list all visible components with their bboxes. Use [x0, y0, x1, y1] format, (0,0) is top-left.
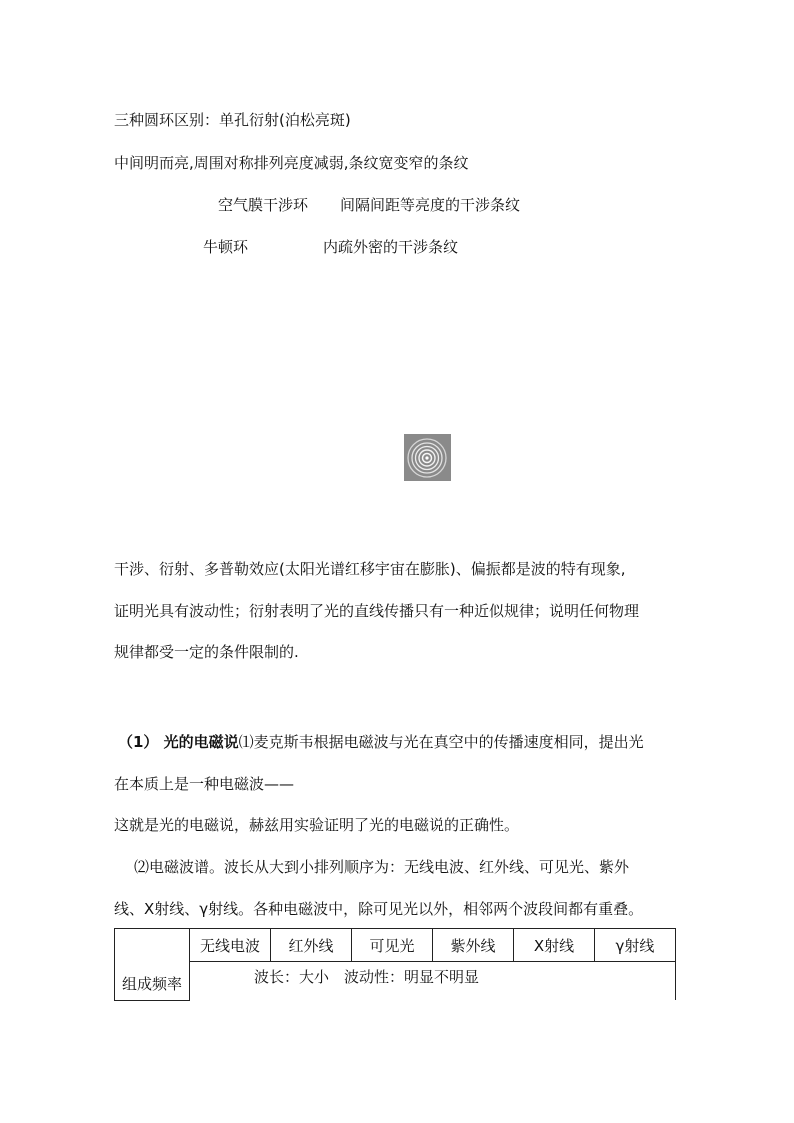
- em-theory-heading: （1） 光的电磁说: [118, 733, 239, 751]
- air-film-ring-desc: 间隔间距等亮度的干涉条纹: [340, 196, 521, 214]
- trend-note-cell: 波长：大小 波动性：明显不明显: [190, 962, 676, 1001]
- newton-ring-name: 牛顿环: [203, 238, 249, 256]
- band-cell-radio: 无线电波: [190, 929, 271, 962]
- wave-line-1: 干涉、衍射、多普勒效应(太阳光谱红移宇宙在膨胀)、偏振都是波的特有现象,: [114, 560, 626, 578]
- band-cell-infrared: 红外线: [271, 929, 352, 962]
- newton-ring-desc: 内疏外密的干涉条纹: [323, 238, 459, 256]
- band-cell-ultraviolet: 紫外线: [433, 929, 514, 962]
- em-paragraph-1-line-2: 在本质上是一种电磁波——: [114, 775, 295, 793]
- table-row: [115, 929, 676, 962]
- band-cell-xray: X射线: [514, 929, 595, 962]
- row-header-cell: 组成频率: [115, 929, 190, 1001]
- em-spectrum-line-1: ⑵电磁波谱。波长从大到小排列顺序为：无线电波、红外线、可见光、紫外: [134, 858, 630, 876]
- em-spectrum-line-2: 线、X射线、γ射线。各种电磁波中，除可见光以外，相邻两个波段间都有重叠。: [114, 900, 644, 918]
- em-paragraph-1-text: ⑴麦克斯韦根据电磁波与光在真空中的传播速度相同，提出光: [238, 733, 644, 751]
- wave-line-3: 规律都受一定的条件限制的.: [114, 643, 299, 661]
- rings-title: 三种圆环区别：单孔衍射(泊松亮斑): [114, 111, 351, 129]
- band-cell-gamma: γ射线: [595, 929, 676, 962]
- em-spectrum-table: [114, 928, 676, 1001]
- em-paragraph-1-line-3: 这就是光的电磁说，赫兹用实验证明了光的电磁说的正确性。: [114, 816, 520, 834]
- newton-rings-image: [404, 434, 451, 481]
- table-row: [115, 962, 676, 1001]
- em-paragraph-1: [118, 732, 644, 752]
- concentric-rings-figure: [404, 434, 451, 481]
- air-film-ring-name: 空气膜干涉环: [218, 196, 309, 214]
- rings-description: 中间明而亮,周围对称排列亮度减弱,条纹宽变窄的条纹: [114, 154, 469, 172]
- band-cell-visible: 可见光: [352, 929, 433, 962]
- wave-line-2: 证明光具有波动性；衍射表明了光的直线传播只有一种近似规律；说明任何物理: [114, 602, 640, 620]
